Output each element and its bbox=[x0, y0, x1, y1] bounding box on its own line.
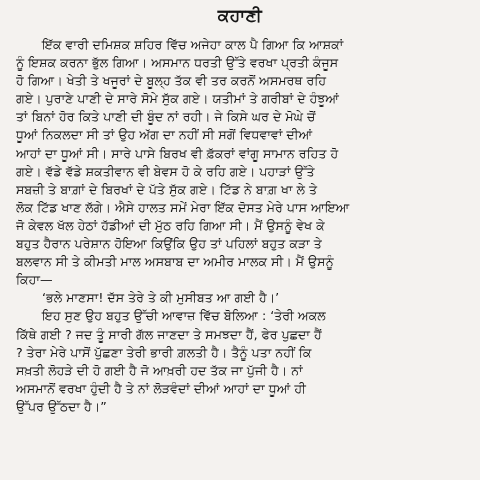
text-line: ਗਏ। ਵੱਡੇ ਵੱਡੇ ਸ਼ਕਤੀਵਾਨ ਵੀ ਬੇਵਸ ਹੋ ਕੇ ਰਹਿ ਗਏ। ਪਹਾੜਾਂ ਉੱਤੇ bbox=[16, 163, 315, 179]
text-line: ਸਬਜ਼ੀ ਤੇ ਬਾਗ਼ਾਂ ਦੇ ਬਿਰਖਾਂ ਦੇ ਪੱਤੇ ਸੁੱਕ ਗਏ। ਟਿੱਡ ਨੇ ਬਾਗ਼ ਖਾ ਲੇ ਤੇ bbox=[16, 181, 318, 197]
text-line: ਇਹ ਸੁਣ ਉਹ ਬਹੁਤ ਉੱਚੀ ਆਵਾਜ਼ ਵਿੱਚ ਬੋਲਿਆ : ‘ਤੇਰੀ ਅਕਲ bbox=[42, 308, 326, 324]
text-line: ਇੱਕ ਵਾਰੀ ਦਮਿਸ਼ਕ ਸ਼ਹਿਰ ਵਿੱਚ ਅਜੇਹਾ ਕਾਲ ਪੈ ਗਿਆ ਕਿ ਆਸ਼ਕਾਂ bbox=[42, 37, 344, 52]
text-line: ਸਖ਼ਤੀ ਲੋਹੜੇ ਦੀ ਹੋ ਗਈ ਹੈ ਜੋ ਆਖ਼ਰੀ ਹਦ ਤੱਕ ਜਾ ਪੁੱਜੀ ਹੈ। ਨਾਂ bbox=[16, 362, 303, 378]
text-line: ਕਿੱਥੇ ਗਈ ? ਜਦ ਤੂੰ ਸਾਰੀ ਗੱਲ ਜਾਣਦਾ ਤੇ ਸਮਝਦਾ ਹੈਂ, ਫੇਰ ਪੁਛਦਾ ਹੈਂ bbox=[16, 326, 322, 342]
text-line: ਨੂੰ ਇਸ਼ਕ ਕਰਨਾ ਭੁੱਲ ਗਿਆ। ਅਸਮਾਨ ਧਰਤੀ ਉੱਤੇ ਵਰਖਾ ਪ੍ਰਤੀ ਕੰਜੂਸ bbox=[16, 55, 339, 71]
page-title: ਕਹਾਣੀ bbox=[217, 6, 263, 26]
text-line: ‘ਭਲੇ ਮਾਣਸਾ! ਦੱਸ ਤੇਰੇ ਤੇ ਕੀ ਮੁਸੀਬਤ ਆ ਗਈ ਹੈ।’ bbox=[42, 290, 280, 306]
text-line: ਧੂਆਂ ਨਿਕਲਦਾ ਸੀ ਤਾਂ ਉਹ ਅੱਗ ਦਾ ਨਹੀਂ ਸੀ ਸਗੋਂ ਵਿਧਵਾਵਾਂ ਦੀਆਂ bbox=[16, 127, 313, 143]
text-line: ਉੱਪਰ ਉੱਠਦਾ ਹੈ।” bbox=[16, 398, 107, 414]
text-line: ਹੋ ਗਿਆ। ਖੇਤੀ ਤੇ ਖਜੂਰਾਂ ਦੇ ਬੂਲ੍ਹ ਤੱਕ ਵੀ ਤਰ ਕਰਨੋਂ ਅਸਮਰਥ ਰਹਿ bbox=[16, 73, 327, 89]
text-line: ਗਏ। ਪੁਰਾਣੇ ਪਾਣੀ ਦੇ ਸਾਰੇ ਸੋਮੇ ਸੁੱਕ ਗਏ। ਯਤੀਮਾਂ ਤੇ ਗਰੀਬਾਂ ਦੇ ਹੰਝੂਆਂ bbox=[16, 91, 340, 107]
text-line: ਬਹੁਤ ਹੈਰਾਨ ਪਰੇਸ਼ਾਨ ਹੋਇਆ ਕਿਉਂਕਿ ਉਹ ਤਾਂ ਪਹਿਲਾਂ ਬਹੁਤ ਕੜਾ ਤੇ bbox=[16, 236, 322, 252]
text-line: ਲੋਕ ਟਿੱਡ ਖਾਣ ਲੱਗੇ। ਐਸੇ ਹਾਲਤ ਸਮੇਂ ਮੇਰਾ ਇੱਕ ਦੋਸਤ ਮੇਰੇ ਪਾਸ ਆਇਆ bbox=[16, 199, 350, 215]
text-line: ਕਿਹਾ— bbox=[16, 272, 53, 288]
text-line: ਤਾਂ ਬਿਨਾਂ ਹੋਰ ਕਿਤੇ ਪਾਣੀ ਦੀ ਬੂੰਦ ਨਾਂ ਰਹੀ। ਜੇ ਕਿਸੇ ਘਰ ਦੇ ਮੋਘੇ ਚੋਂ bbox=[16, 109, 316, 125]
text-line: ? ਤੇਰਾ ਮੇਰੇ ਪਾਸੋਂ ਪੁੱਛਣਾ ਤੇਰੀ ਭਾਰੀ ਗ਼ਲਤੀ ਹੈ। ਤੈਨੂੰ ਪਤਾ ਨਹੀਂ ਕਿ bbox=[16, 344, 312, 360]
text-line: ਜੋ ਕੇਵਲ ਖੱਲ ਹੇਠਾਂ ਹੱਡੀਆਂ ਦੀ ਮੁੱਠ ਰਹਿ ਗਿਆ ਸੀ। ਮੈਂ ਉਸਨੂੰ ਵੇਖ ਕੇ bbox=[16, 217, 325, 233]
text-line: ਆਹਾਂ ਦਾ ਧੂਆਂ ਸੀ। ਸਾਰੇ ਪਾਸੇ ਬਿਰਖ ਵੀ ਫ਼ੱਕਰਾਂ ਵਾਂਗੂ ਸਾਮਾਨ ਰਹਿਤ ਹੋ bbox=[16, 145, 339, 161]
text-line: ਅਸਮਾਨੋਂ ਵਰਖਾ ਹੁੰਦੀ ਹੈ ਤੇ ਨਾਂ ਲੋੜਵੰਦਾਂ ਦੀਆਂ ਆਹਾਂ ਦਾ ਧੂਆਂ ਹੀ bbox=[16, 380, 306, 396]
story-text bbox=[16, 36, 468, 416]
text-line: ਬਲਵਾਨ ਸੀ ਤੇ ਕੀਮਤੀ ਮਾਲ ਅਸਬਾਬ ਦਾ ਅਮੀਰ ਮਾਲਕ ਸੀ। ਮੈਂ ਉਸਨੂੰ bbox=[16, 254, 334, 270]
